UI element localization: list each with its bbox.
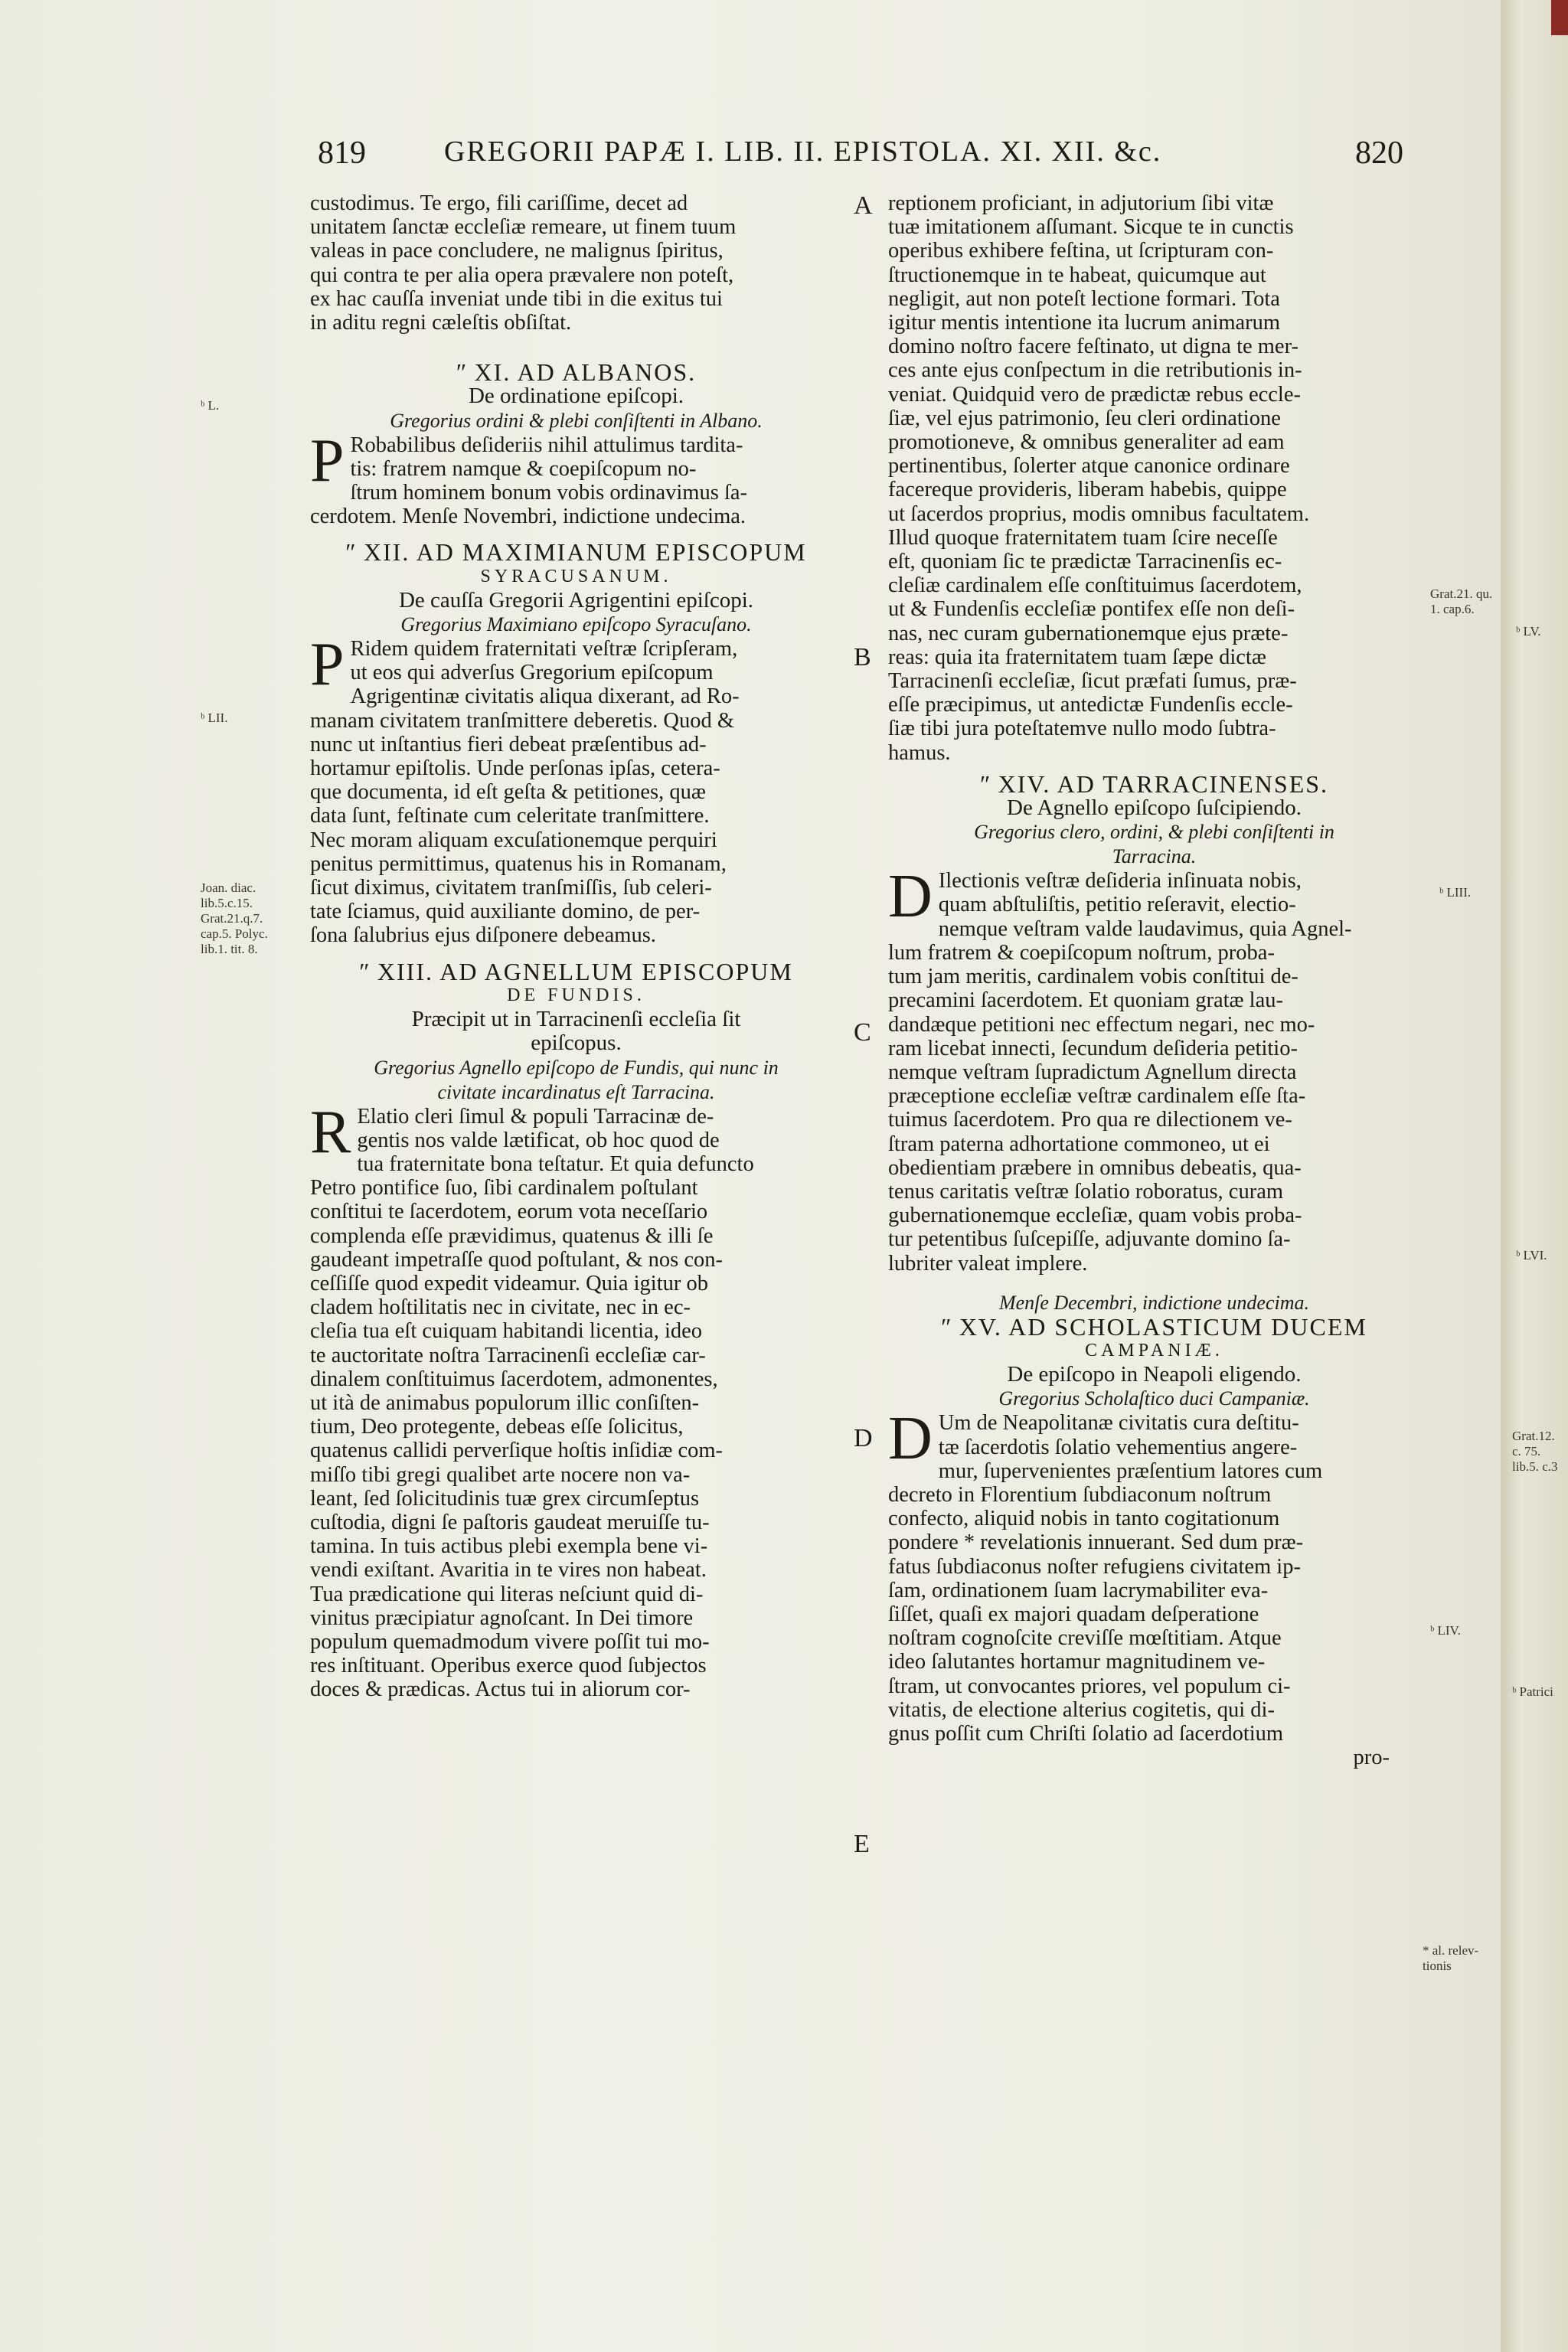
running-title: GREGORII PAPÆ I. LIB. II. EPISTOLA. XI. XII. &c.: [444, 136, 1162, 168]
margin-note-grat-21: Grat.21. qu. 1. cap.6.: [1430, 586, 1493, 616]
continued-text: custodimus. Te ergo, fili cariſſime, decet ad unitatem ſanctæ eccleſiæ remeare, ut finem tuum valeas in pace concludere, ne malignus ſpiritus, qui contra te per alia opera prævalere non poteſt, ex hac cauſſa inveniat unde tibi in die exitus tui in aditu regni cæleſtis obſiſtat.: [310, 191, 737, 335]
epistle-11-body: P Robabilibus deſideriis nihil attulimus tardita- tis: fratrem namque & coepiſcopum no- ſtrum hominem bonum vobis ordinavimus ſa- cerdotem. Menſe Novembri, indictione undecima.: [310, 426, 747, 529]
margin-letter-b: B: [854, 643, 871, 671]
epistle-12-salutation: Gregorius Maximiano epiſcopo Syracuſano.: [400, 613, 752, 636]
margin-note-lvi: ᵇ LVI.: [1516, 1248, 1547, 1263]
drop-cap: P: [310, 426, 345, 495]
epistle-13-salutation: Gregorius Agnello epiſcopo de Fundis, qui nunc in civitate incardinatus eſt Tarracina.: [374, 1056, 779, 1103]
margin-note-variant-reading: * al. relev- tionis: [1423, 1943, 1479, 1973]
epistle-13-argument: Præcipit ut in Tarracinenſi eccleſia ſit epiſcopus.: [411, 1007, 741, 1056]
epistle-11-argument: De ordinatione epiſcopi.: [468, 384, 684, 409]
margin-note-liv: ᵇ LIV.: [1430, 1623, 1461, 1638]
drop-cap: D: [888, 1405, 933, 1473]
epistle-14-argument: De Agnello epiſcopo ſuſcipiendo.: [1007, 795, 1302, 821]
epistle-15-body: D Um de Neapolitanæ civitatis cura deſtitu- tæ ſacerdotis ſolatio vehementius angere- mur, ſupervenientes præſentium latores cum decreto in Florentium ſubdiaconum noſtrum confecto, aliquid nobis in tanto cogitationum pondere * revelationis innuerant. Sed dum præ- fatus ſubdiaconus noſter refugiens civitatem ip- ſam, ordinationem ſuam lacrymabiliter eva- ſiſſet, quaſi ex majori quadam deſperatione noſtram cognoſcite creviſſe mœſtitiam. Atque ideo ſalutantes hortamur magnitudinem ve- ſtram, ut convocantes priores, vel populum ci- vitatis, de electione alterius cogitetis, qui di- gnus poſſit cum Chriſti ſolatio ad ſacerdotium: [888, 1405, 1323, 1746]
margin-note-sources: Joan. diac. lib.5.c.15. Grat.21.q.7. cap.5. Polyc. lib.1. tit. 8.: [201, 880, 268, 956]
margin-letter-c: C: [854, 1018, 871, 1047]
epistle-12-title: ʺ XII. AD MAXIMIANUM EPISCOPUM: [345, 538, 807, 567]
epistle-14-body: D Ilectionis veſtræ deſideria inſinuata nobis, quam abſtuliſtis, petitio reſeravit, electio- nemque veſtram valde laudavimus, quia Agnel- lum fratrem & coepiſcopum noſtrum, proba- tum jam meritis, cardinalem vobis conſtitui de- precamini ſacerdotem. Et quoniam gratæ lau- dandæque petitioni nec effectum negari, nec mo- ram licebat innecti, ſecundum deſideria petitio- nemque veſtram ſupradictum Agnellum directa præceptione eccleſiæ veſtræ cardinalem eſſe ſta- tuimus ſacerdotem. Pro qua re dilectionem ve- ſtram paterna adhortatione commoneo, ut ei obedientiam præbere in omnibus debeatis, qua- tenus caritatis veſtræ ſolatio roboratus, curam gubernationemque eccleſiæ, quam vobis proba- tur petentibus ſuſcepiſſe, adjuvante domino ſa- lubriter valeat implere.: [888, 863, 1352, 1276]
epistle-13-title: ʺ XIII. AD AGNELLUM EPISCOPUM: [359, 957, 793, 985]
page-number-left: 819: [318, 136, 366, 171]
red-ribbon-marker: [1551, 0, 1568, 35]
catchword: pro-: [1353, 1746, 1390, 1770]
epistle-14-salutation: Gregorius clero, ordini, & plebi conſiſtenti in Tarracina.: [974, 821, 1334, 868]
epistle-11-salutation: Gregorius ordini & plebi conſiſtenti in Albano.: [390, 409, 763, 432]
epistle-11-title: ʺ XI. AD ALBANOS.: [456, 358, 697, 387]
epistle-12-subtitle: SYRACUSANUM.: [480, 566, 672, 586]
epistle-14-date: Menſe Decembri, indictione undecima.: [998, 1291, 1310, 1314]
drop-cap: P: [310, 631, 345, 699]
margin-note-grat-12: Grat.12. c. 75. lib.5. c.3: [1512, 1429, 1558, 1474]
right-column: [888, 191, 1420, 1769]
margin-note-patrici: ᵇ Patrici: [1512, 1684, 1553, 1699]
epistle-12-body: P Ridem quidem fraternitati veſtræ ſcripſeram, ut eos qui adverſus Gregorium epiſcopum Agrigentinæ civitatis aliqua dixerant, ad Ro- manam civitatem tranſmittere deberetis. Quod & nunc ut inſtantius fieri debeat præſentibus ad- hortamur epiſtolis. Unde perſonas ipſas, cetera- que documenta, id eſt geſta & petitiones, quæ data ſunt, feſtinate cum celeritate tranſmittere. Nec moram aliquam excuſationemque perquiri penitus permittimus, quatenus his in Romanam, ſicut diximus, civitatem tranſmiſſis, ſub celeri- tate ſciamus, quid auxiliante domino, de per- ſona ſalubrius ejus diſponere debeamus.: [310, 631, 740, 948]
margin-letter-a: A: [854, 191, 873, 220]
margin-note-l: ᵇ L.: [201, 398, 220, 413]
margin-letter-d: D: [854, 1424, 873, 1452]
epistle-12-argument: De cauſſa Gregorii Agrigentini epiſcopi.: [398, 587, 754, 612]
margin-note-liii: ᵇ LIII.: [1439, 885, 1472, 900]
epistle-13-subtitle: DE FUNDIS.: [507, 985, 645, 1005]
epistle-15-salutation: Gregorius Scholaſtico duci Campaniæ.: [998, 1387, 1310, 1410]
margin-note-lv: ᵇ LV.: [1516, 624, 1541, 639]
continued-text: reptionem proficiant, in adjutorium ſibi vitæ tuæ imitationem aſſumant. Sicque te in cunctis operibus exhibere feſtina, ut ſcripturam con- ſtructionemque in te habeat, quicumque aut negligit, aut non poteſt lectione formari. Tota igitur mentis intentione ita lucrum animarum domino noſtro facere feſtinato, ut digna te mer- ces ante ejus conſpectum in die retributionis in- veniat. Quidquid vero de prædictæ rebus eccle- ſiæ, vel ejus patrimonio, ſeu cleri ordinatione promotioneve, & omnibus generaliter ad eam pertinentibus, ſolerter atque canonice ordinare facereque provideris, liberam habebis, quippe ut ſacerdos proprius, modis omnibus facultatem. Illud quoque fraternitatem tuam ſcire neceſſe eſt, quoniam ſic te prædictæ Tarracinenſis ec- cleſiæ cardinalem eſſe conſtituimus ſacerdotem, ut & Fundenſis eccleſiæ pontifex eſſe non deſi- nas, nec curam gubernationemque ejus præte- reas: quia ita fraternitatem tuam ſæpe dictæ Tarracinenſi eccleſiæ, ſicut præfati ſumus, præ- eſſe præcipimus, ut antedictæ Fundenſis eccle- ſiæ tibi jura poteſtatemve nullo modo ſubtra- hamus.: [888, 191, 1310, 765]
page-number-right: 820: [1355, 136, 1403, 171]
epistle-15-subtitle: CAMPANIÆ.: [1085, 1340, 1223, 1361]
epistle-13-body: R Elatio cleri ſimul & populi Tarracinæ de- gentis nos valde lætificat, ob hoc quod de tua fraternitate bona teſtatur. Et quia defuncto Petro pontifice ſuo, ſibi cardinalem poſtulant conſtitui te ſacerdotem, eorum vota neceſſario complenda eſſe prævidimus, quatenus & illi ſe gaudeant impetraſſe quod poſtulant, & nos con- ceſſiſſe quod expedit videamur. Quia igitur ob cladem hoſtilitatis nec in civitate, nec in ec- cleſia tua eſt cuiquam habitandi licentia, ideo te auctoritate noſtra Tarracinenſi eccleſiæ car- dinalem conſtituimus ſacerdotem, admonentes, ut ità de animabus populorum illic conſiſten- tium, Deo protegente, debeas eſſe ſolicitus, quatenus callidi perverſique hoſtis inſidiæ com- miſſo tibi gregi qualibet arte nocere non va- leant, ſed ſolicitudinis tuæ grex circumſeptus cuſtodia, digni ſe paſtoris gaudeat meruiſſe tu- tamina. In tuis actibus plebi exempla bene vi- vendi exiſtant. Avaritia in te vires non habeat. Tua prædicatione qui literas neſciunt quid di- vinitus præcipiatur agnoſcant. In Dei timore populum quemadmodum vivere poſſit tui mo- res inſtituant. Operibus exerce quod ſubjectos doces & prædicas. Actus tui in aliorum cor-: [310, 1098, 754, 1702]
drop-cap: D: [888, 863, 933, 931]
margin-note-lii: ᵇ LII.: [201, 710, 228, 725]
next-page-edge: [1501, 0, 1568, 2352]
epistle-14-title: ʺ XIV. AD TARRACINENSES.: [979, 769, 1329, 798]
epistle-15-title: ʺ XV. AD SCHOLASTICUM DUCEM: [941, 1312, 1367, 1341]
margin-letter-e: E: [854, 1830, 870, 1858]
left-column: [310, 191, 842, 1702]
drop-cap: R: [310, 1098, 351, 1166]
epistle-15-argument: De epiſcopo in Neapoli eligendo.: [1007, 1362, 1302, 1387]
